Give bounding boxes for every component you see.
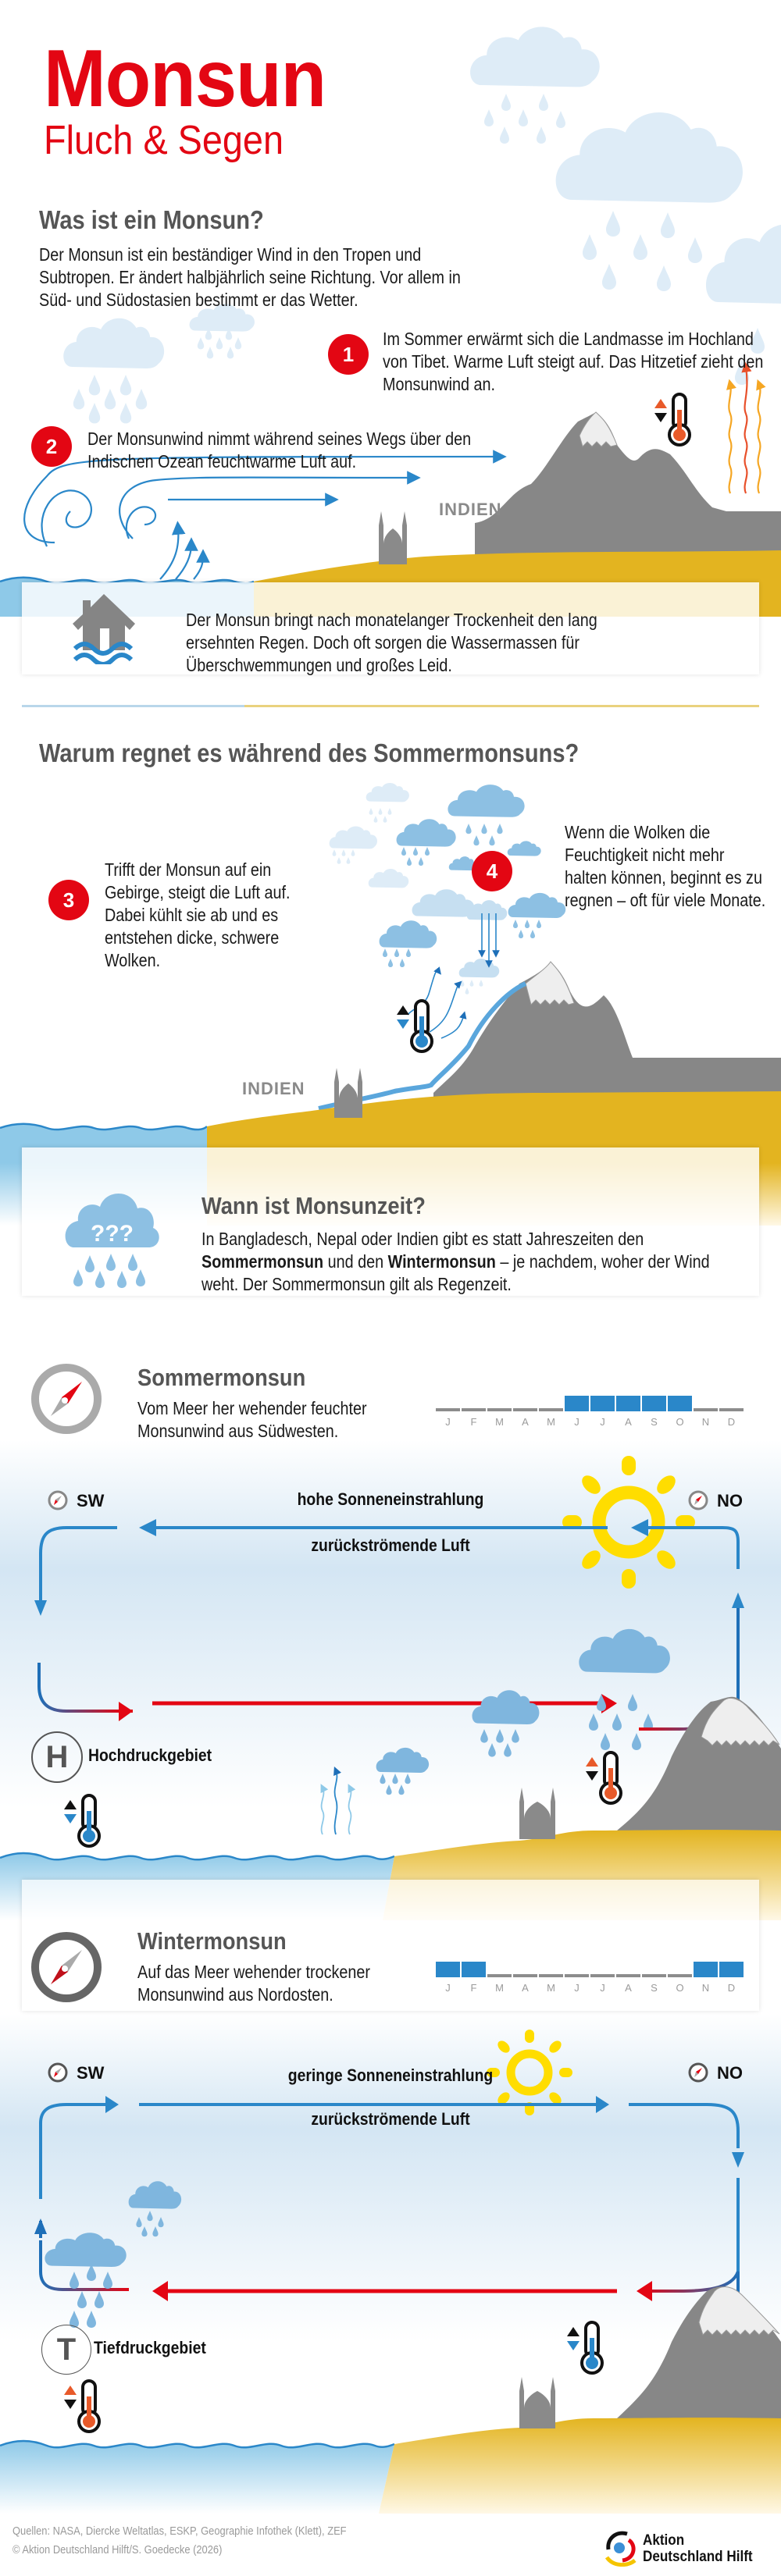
rain-clouds — [330, 783, 566, 994]
month-bar-active — [590, 1396, 615, 1411]
month-cell — [642, 1396, 666, 1428]
month-bar-active — [616, 1396, 640, 1411]
month-label: A — [522, 1416, 529, 1428]
month-label: M — [547, 1982, 555, 1994]
month-bar-inactive — [539, 1408, 563, 1411]
logo-mark-icon — [605, 2529, 638, 2567]
summer-return-air-label: zurückströmende Luft — [311, 1535, 470, 1555]
step-1-text: Im Sommer erwärmt sich die Landmasse im Hochland von Tibet. Warme Luft steigt auf. Das Hitzetief zieht den Monsunwind an. — [383, 329, 764, 394]
month-label: S — [651, 1416, 658, 1428]
month-label: J — [445, 1982, 451, 1994]
winter-heading: Wintermonsun — [137, 1927, 287, 1955]
month-bar-inactive — [487, 1974, 512, 1977]
month-label: F — [470, 1416, 477, 1428]
month-label: O — [676, 1982, 684, 1994]
month-label: A — [625, 1982, 632, 1994]
month-bar-active — [436, 1962, 460, 1977]
month-label: N — [701, 1982, 710, 1994]
month-bar-inactive — [642, 1974, 666, 1977]
step-badge-2: 2 — [31, 426, 72, 467]
month-cell — [694, 1396, 718, 1428]
month-cell — [668, 1396, 692, 1428]
month-label: J — [574, 1416, 580, 1428]
low-pressure-icon: T — [41, 2325, 91, 2375]
month-cell — [436, 1962, 460, 1994]
summer-heading: Sommermonsun — [137, 1364, 306, 1391]
thermometer-cold-icon — [64, 1795, 99, 1846]
compass-icon-summer — [27, 1360, 105, 1438]
thermometer-cold-icon — [567, 2322, 602, 2373]
thermometer-hot-icon — [654, 394, 690, 445]
thermometer-hot-icon — [64, 2381, 99, 2432]
month-cell — [462, 1962, 486, 1994]
month-bar-active — [462, 1962, 486, 1977]
month-cell — [565, 1962, 589, 1994]
winter-text: Auf das Meer wehender trockener Monsunwind aus Nordosten. — [137, 1962, 370, 2005]
step-3-text: Trifft der Monsun auf ein Gebirge, steigt die Luft auf. Dabei kühlt sie ab und es entstehen dicke, schwere Wolken. — [105, 859, 291, 970]
summer-month-chart — [436, 1396, 744, 1428]
step-4-text: Wenn die Wolken die Feuchtigkeit nicht mehr halten können, beginnt es zu regnen – oft für viele Monate. — [565, 822, 766, 910]
mini-compass-icon — [47, 2062, 69, 2083]
page-subtitle: Fluch & Segen — [44, 118, 284, 163]
month-cell — [694, 1962, 718, 1994]
mini-compass-icon — [687, 2062, 709, 2083]
mosque-icon — [334, 1068, 362, 1118]
thermometer-cold-icon — [397, 1001, 432, 1051]
logo-line-2: Deutschland Hilft — [643, 2549, 753, 2565]
high-pressure-icon: H — [31, 1731, 83, 1783]
month-cell — [436, 1396, 460, 1428]
month-bar-inactive — [513, 1974, 537, 1977]
month-bar-inactive — [694, 1408, 718, 1411]
month-bar-inactive — [668, 1974, 692, 1977]
month-cell — [719, 1396, 744, 1428]
month-label: N — [701, 1416, 710, 1428]
aktion-deutschland-hilft-logo[interactable] — [605, 2529, 777, 2568]
land-label-india: INDIEN — [439, 500, 502, 519]
season-text: In Bangladesch, Nepal oder Indien gibt es statt Jahreszeiten den Sommermonsun und den Wintermonsun – je nachdem, woher der Wind weht. Der Sommermonsun gilt als Regenzeit. — [201, 1229, 710, 1294]
page-title: Monsun — [44, 34, 326, 124]
low-pressure-label: Tiefdruckgebiet — [94, 2338, 206, 2357]
flooded-house-icon — [69, 594, 139, 664]
month-label: J — [600, 1416, 605, 1428]
svg-text:???: ??? — [91, 1221, 134, 1247]
month-cell — [462, 1396, 486, 1428]
month-cell — [487, 1962, 512, 1994]
summer-sun-label: hohe Sonneneinstrahlung — [297, 1489, 484, 1509]
question-cloud-icon — [62, 1185, 164, 1294]
winter-month-chart — [436, 1962, 744, 1994]
land-label-india: INDIEN — [242, 1079, 305, 1098]
month-cell — [539, 1962, 563, 1994]
step-badge-4: 4 — [472, 851, 512, 891]
month-label: J — [574, 1982, 580, 1994]
month-label: J — [445, 1416, 451, 1428]
winter-return-air-label: zurückströmende Luft — [311, 2109, 470, 2129]
mountain — [475, 412, 781, 562]
month-bar-active — [668, 1396, 692, 1411]
month-cell — [487, 1396, 512, 1428]
month-bar-inactive — [436, 1408, 460, 1411]
month-bar-inactive — [462, 1408, 486, 1411]
month-label: O — [676, 1416, 684, 1428]
month-cell — [513, 1962, 537, 1994]
bold-winter-monsoon: Wintermonsun — [387, 1251, 496, 1272]
month-label: D — [727, 1416, 736, 1428]
winter-sun-label: geringe Sonneneinstrahlung — [287, 2065, 494, 2085]
mini-compass-icon — [687, 1489, 709, 1511]
section-what-text: Der Monsun ist ein beständiger Wind in den Tropen und Subtropen. Er ändert halbjährlich seine Richtung. Vor allem in Süd- und Südostasien bestimmt er das Wetter. — [39, 244, 461, 310]
month-bar-active — [565, 1396, 589, 1411]
season-info-box — [22, 1147, 759, 1296]
month-cell — [616, 1396, 640, 1428]
month-bar-inactive — [539, 1974, 563, 1977]
compass-icon-winter — [27, 1928, 105, 2006]
logo-line-1: Aktion — [643, 2532, 685, 2549]
step-badge-3: 3 — [48, 880, 89, 920]
month-label: M — [547, 1416, 555, 1428]
mini-compass-icon — [47, 1489, 69, 1511]
month-bar-inactive — [513, 1408, 537, 1411]
month-cell — [719, 1962, 744, 1994]
month-bar-inactive — [719, 1408, 744, 1411]
section-heading-why: Warum regnet es während des Sommermonsuns? — [39, 738, 580, 767]
month-bar-inactive — [616, 1974, 640, 1977]
month-cell — [513, 1396, 537, 1428]
month-bar-active — [694, 1962, 718, 1977]
mosque-icon — [519, 2377, 555, 2428]
flood-info-box — [22, 582, 759, 674]
month-bar-inactive — [565, 1974, 589, 1977]
month-cell — [616, 1962, 640, 1994]
month-bar-inactive — [487, 1408, 512, 1411]
month-cell — [590, 1396, 615, 1428]
step-2-text: Der Monsunwind nimmt während seines Wegs über den Indischen Ozean feuchtwarme Luft auf. — [87, 429, 472, 471]
copyright-text: © Aktion Deutschland Hilft/S. Goedecke (2026) — [12, 2543, 223, 2556]
step-badge-1: 1 — [328, 334, 369, 375]
month-cell — [539, 1396, 563, 1428]
flood-info-text: Der Monsun bringt nach monatelanger Trockenheit den lang ersehnten Regen. Doch oft sorgen die Wassermassen für Überschwemmungen und großes Leid. — [186, 610, 597, 675]
month-cell — [565, 1396, 589, 1428]
month-label: D — [727, 1982, 736, 1994]
month-label: J — [600, 1982, 605, 1994]
high-pressure-label: Hochdruckgebiet — [88, 1745, 212, 1765]
summer-text: Vom Meer her wehender feuchter Monsunwind aus Südwesten. — [137, 1398, 367, 1441]
season-heading: Wann ist Monsunzeit? — [201, 1192, 426, 1219]
month-cell — [642, 1962, 666, 1994]
month-cell — [668, 1962, 692, 1994]
month-label: A — [625, 1416, 632, 1428]
month-cell — [590, 1962, 615, 1994]
month-bar-active — [642, 1396, 666, 1411]
month-label: S — [651, 1982, 658, 1994]
sources-text: Quellen: NASA, Diercke Weltatlas, ESKP, Geographie Infothek (Klett), ZEF — [12, 2524, 347, 2538]
month-bar-active — [719, 1962, 744, 1977]
section-heading-what: Was ist ein Monsun? — [39, 205, 264, 234]
month-label: A — [522, 1982, 529, 1994]
month-label: M — [495, 1416, 504, 1428]
mosque-icon — [379, 511, 407, 564]
month-label: F — [470, 1982, 477, 1994]
bold-summer-monsoon: Sommermonsun — [201, 1251, 324, 1272]
month-label: M — [495, 1982, 504, 1994]
month-bar-inactive — [590, 1974, 615, 1977]
